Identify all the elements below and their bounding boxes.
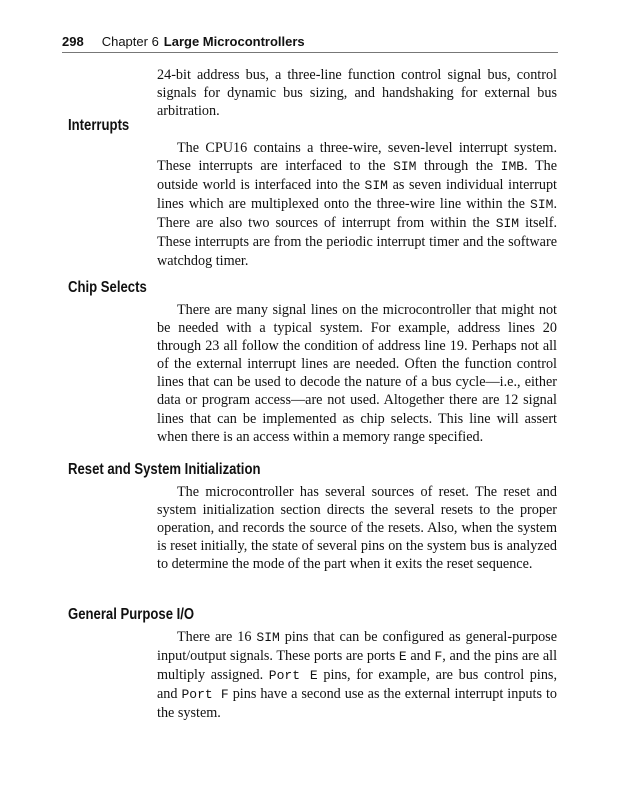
paragraph-chip-selects: There are many signal lines on the microcontroller that might not be needed with a typical system. For example, address lines 20 through 23 all follow the condition of address line 19. Perhaps not all of the external interrupt lines are needed. Often the function control lines that can be used to decode the nature of a bus cycle—i.e., either data or program access—are not used. Altogether there are 12 signal lines that can be implemented as chip selects. This line will assert when there is an access within a memory range specified. — [157, 302, 557, 445]
chapter-title: Large Microcontrollers — [163, 34, 305, 49]
heading-general-purpose-io: General Purpose I/O — [68, 606, 195, 623]
page-header — [62, 34, 558, 53]
page-number: 298 — [62, 34, 84, 49]
paragraph-general-purpose-io: There are 16 SIM pins that can be configured as general-purpose input/output signals. These ports are ports E and F, and the pins are all multiply assigned. Port E pins, for example, are bus control pins, and Port F pins have a second use as the external interrupt inputs to the system. — [157, 629, 558, 722]
paragraph-interrupts: The CPU16 contains a three-wire, seven-level interrupt system. These interrupts are interfaced to the SIM through the IMB. The outside world is interfaced into the SIM as seven individual interrupt lines which are multiplexed onto the three-wire line within the SIM. There are also two sources of interrupt from within the SIM itself. These interrupts are from the periodic interrupt timer and the software watchdog timer. — [157, 140, 558, 269]
heading-interrupts: Interrupts — [68, 117, 130, 134]
paragraph-reset: The microcontroller has several sources of reset. The reset and system initialization section directs the several resets to the proper operation, and records the source of the resets. Also, when the system is reset initially, the state of several pins on the system bus is analyzed to determine the mode of the part when it exits the reset sequence. — [157, 484, 557, 573]
heading-reset-and-system-initialization: Reset and System Initialization — [68, 461, 261, 478]
heading-chip-selects: Chip Selects — [68, 279, 147, 296]
chapter-label: Chapter 6 — [101, 34, 159, 49]
intro-paragraph: 24-bit address bus, a three-line function control signal bus, control signals for dynamic bus sizing, and handshaking for external bus arbitration. — [157, 67, 557, 120]
